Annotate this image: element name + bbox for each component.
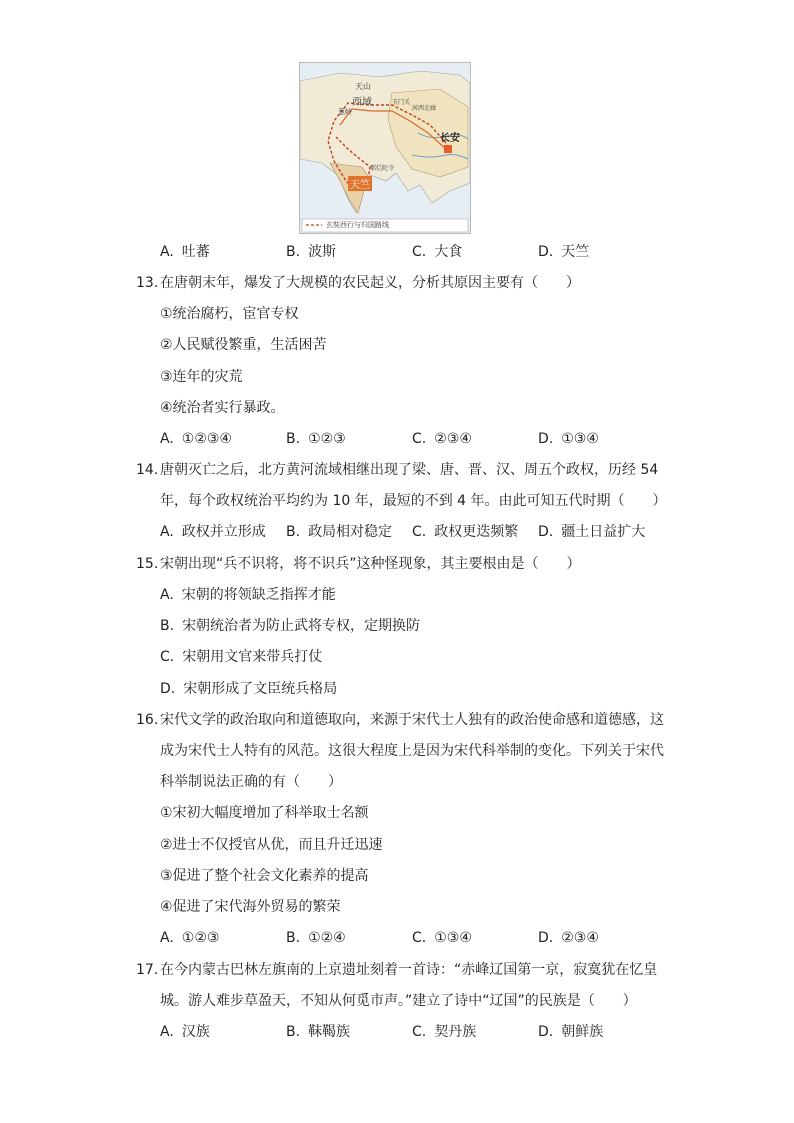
q15-option-d: D. 宋朝形成了文臣统兵格局 — [160, 681, 338, 697]
q17-option-b: B. 靺鞨族 — [286, 1024, 351, 1040]
map-label-nalanduo: 那烂陀寺 — [370, 165, 395, 172]
q14-number: 14. — [136, 462, 159, 478]
map-graphic — [300, 63, 470, 233]
q14-option-b: B. 政局相对稳定 — [286, 524, 393, 540]
q17-stem-line-1: 在今内蒙古巴林左旗南的上京遗址刻着一首诗：“赤峰辽国第一京，寂寞犹在忆皇 — [160, 962, 658, 978]
q13-item-4: ④统治者实行暴政。 — [160, 400, 285, 416]
q14-option-c: C. 政权更迭频繁 — [412, 524, 519, 540]
q13-option-d: D. ①③④ — [538, 431, 599, 447]
q16-stem-line-3: 科举制说法正确的有（ ） — [160, 774, 342, 790]
q16-option-a: A. ①②③ — [160, 930, 220, 946]
map-label-yumenguan: 玉门关 — [392, 99, 411, 106]
q16-option-b: B. ①②④ — [286, 930, 346, 946]
q16-item-4: ④促进了宋代海外贸易的繁荣 — [160, 899, 341, 915]
q14-option-d: D. 疆土日益扩大 — [538, 524, 646, 540]
map-label-xiyu: 西域 — [352, 97, 372, 108]
map-label-changan: 长安 — [440, 133, 460, 144]
q12-option-c: C. 大食 — [412, 244, 463, 260]
map-legend-label: 玄奘西行与归国路线 — [326, 221, 389, 229]
q13-item-3: ③连年的灾荒 — [160, 369, 243, 385]
q13-stem: 在唐朝末年，爆发了大规模的农民起义，分析其原因主要有（ ） — [160, 275, 580, 291]
q15-option-b: B. 宋朝统治者为防止武将专权，定期换防 — [160, 618, 421, 634]
q17-option-d: D. 朝鲜族 — [538, 1024, 604, 1040]
q15-option-a: A. 宋朝的将领缺乏指挥才能 — [160, 587, 336, 603]
q16-item-2: ②进士不仅授官从优，而且升迁迅速 — [160, 837, 383, 853]
q16-item-1: ①宋初大幅度增加了科举取士名额 — [160, 805, 369, 821]
q17-stem-line-2: 城。游人难步草盈天，不知从何觅市声。”建立了诗中“辽国”的民族是（ ） — [160, 993, 637, 1009]
q13-option-a: A. ①②③④ — [160, 431, 232, 447]
q16-stem-line-2: 成为宋代士人特有的风范。这很大程度上是因为宋代科举制的变化。下列关于宋代 — [160, 743, 664, 759]
q13-number: 13. — [136, 275, 159, 291]
q15-number: 15. — [136, 556, 159, 572]
map-label-tianshan: 天山 — [355, 82, 371, 91]
xuanzang-route-map — [299, 62, 471, 234]
map-label-congling: 葱岭 — [338, 108, 352, 116]
q14-option-a: A. 政权并立形成 — [160, 524, 266, 540]
q12-option-a: A. 吐蕃 — [160, 244, 210, 260]
q17-option-c: C. 契丹族 — [412, 1024, 477, 1040]
q14-stem-line-1: 唐朝灭亡之后，北方黄河流域相继出现了梁、唐、晋、汉、周五个政权，历经 54 — [160, 462, 659, 478]
changan-marker — [444, 145, 452, 153]
q15-option-c: C. 宋朝用文官来带兵打仗 — [160, 649, 323, 665]
q16-option-c: C. ①③④ — [412, 930, 472, 946]
q17-number: 17. — [136, 962, 159, 978]
map-label-hexi: 河西走廊 — [412, 105, 437, 112]
q13-option-b: B. ①②③ — [286, 431, 346, 447]
map-label-tianzhu: 天竺 — [348, 176, 372, 191]
q13-item-2: ②人民赋役繁重，生活困苦 — [160, 337, 327, 353]
q17-option-a: A. 汉族 — [160, 1024, 210, 1040]
q16-item-3: ③促进了整个社会文化素养的提高 — [160, 868, 369, 884]
q15-stem: 宋朝出现“兵不识将，将不识兵”这种怪现象，其主要根由是（ ） — [160, 556, 581, 572]
q16-option-d: D. ②③④ — [538, 930, 599, 946]
q16-number: 16. — [136, 712, 159, 728]
q16-stem-line-1: 宋代文学的政治取向和道德取向，来源于宋代士人独有的政治使命感和道德感，这 — [160, 712, 664, 728]
q12-option-b: B. 波斯 — [286, 244, 337, 260]
q13-item-1: ①统治腐朽，宦官专权 — [160, 306, 299, 322]
q14-stem-line-2: 年，每个政权统治平均约为 10 年，最短的不到 4 年。由此可知五代时期（ ） — [160, 493, 667, 509]
q12-option-d: D. 天竺 — [538, 244, 590, 260]
q13-option-c: C. ②③④ — [412, 431, 472, 447]
